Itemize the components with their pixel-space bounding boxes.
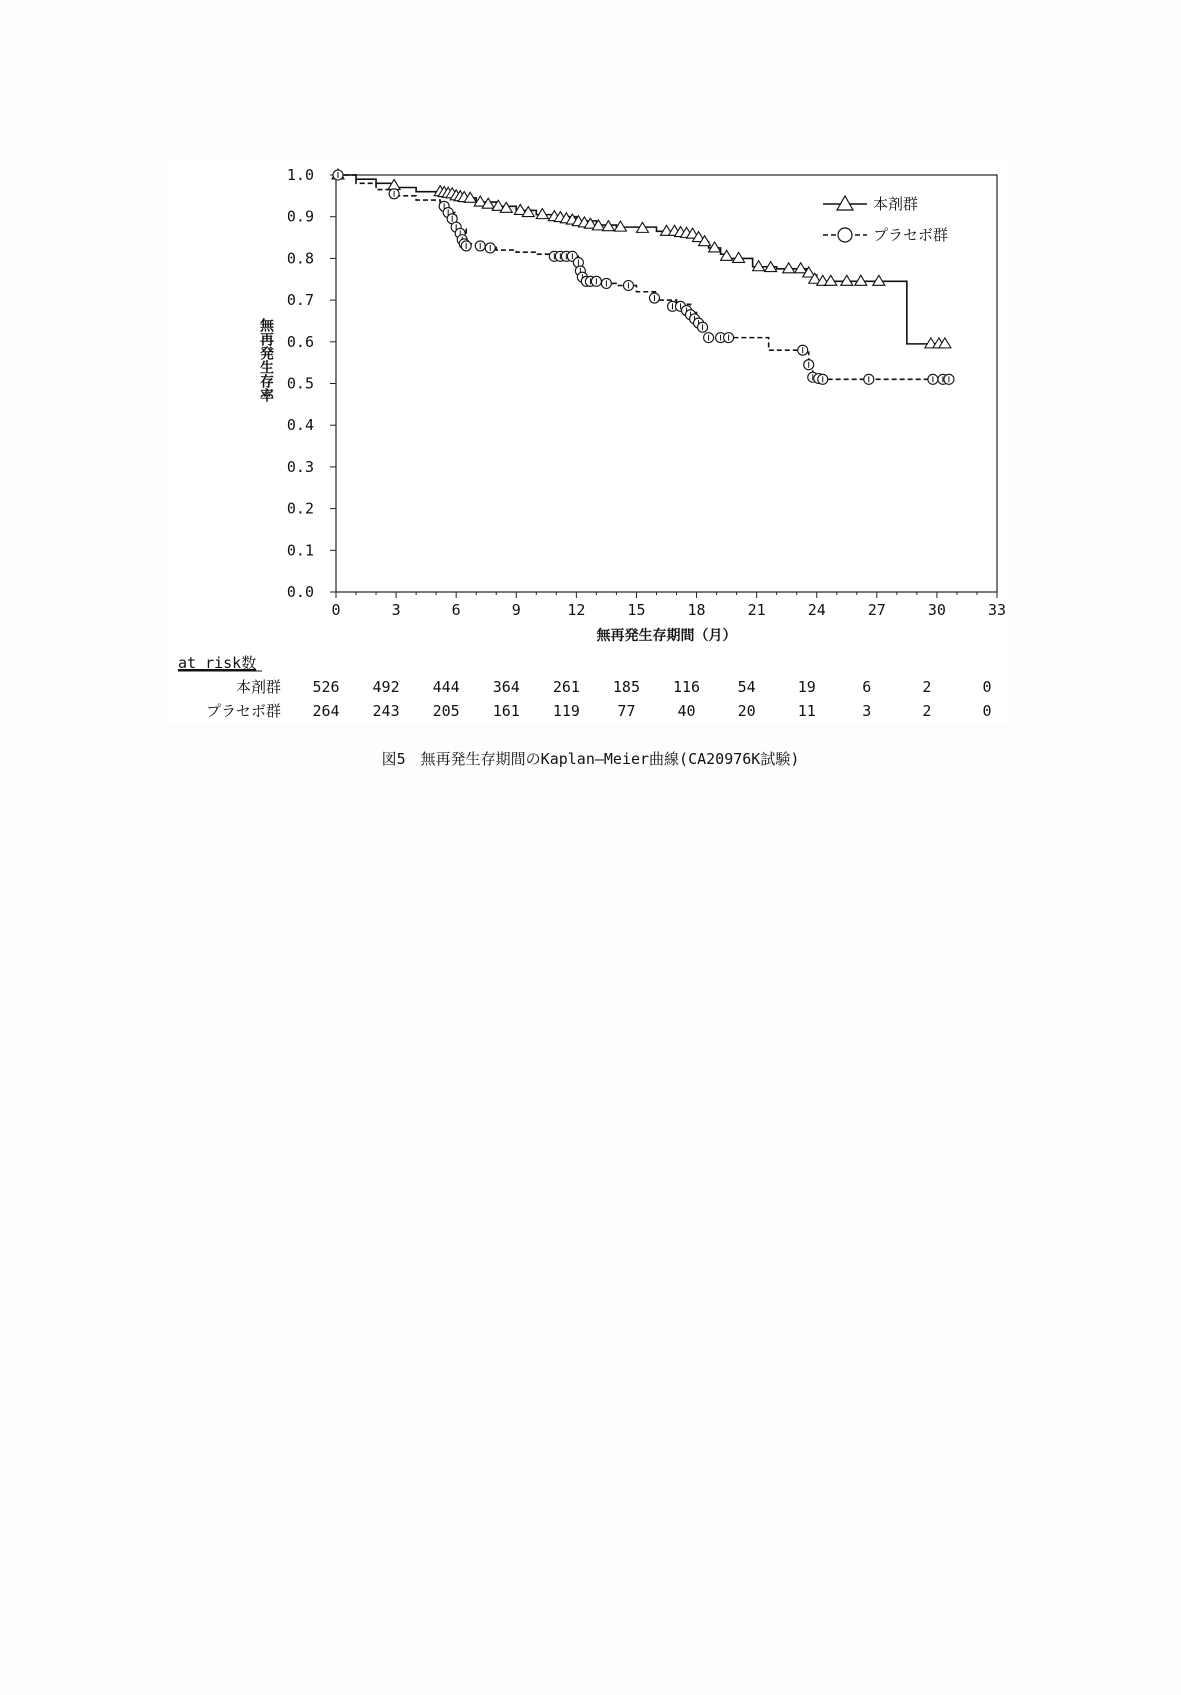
y-tick-label: 0.7 — [286, 291, 314, 310]
at-risk-value: 77 — [617, 702, 636, 720]
at-risk-value: 364 — [492, 678, 520, 696]
at-risk-value: 185 — [612, 678, 641, 696]
x-tick-label: 24 — [807, 601, 826, 619]
at-risk-value: 40 — [677, 702, 696, 720]
censor-mark-triangle — [721, 250, 733, 260]
at-risk-value: 264 — [312, 702, 340, 720]
x-tick-label: 30 — [927, 601, 946, 619]
censor-mark-triangle — [841, 275, 853, 285]
censor-mark-triangle — [388, 179, 400, 189]
x-tick-label: 27 — [867, 601, 886, 619]
y-tick-label: 0.4 — [286, 416, 314, 435]
at-risk-value: 20 — [737, 702, 756, 720]
at-risk-value: 116 — [672, 678, 701, 696]
censor-mark-triangle — [709, 242, 721, 252]
x-tick-label: 12 — [567, 601, 586, 619]
x-tick-label: 18 — [687, 601, 706, 619]
figure-caption: 図5 無再発生存期間のKaplan―Meier曲線(CA20976K試験) — [381, 750, 800, 768]
at-risk-value: 205 — [432, 702, 460, 720]
censor-mark-triangle — [753, 261, 765, 271]
at-risk-value: 444 — [432, 678, 460, 696]
legend-label-2: プラセボ群 — [873, 226, 949, 244]
at-risk-value: 2 — [922, 678, 932, 696]
km-chart — [168, 160, 1010, 725]
legend-marker-circle — [838, 228, 852, 242]
x-axis-title: 無再発生存期間（月） — [596, 628, 737, 644]
censor-mark-triangle — [795, 263, 807, 273]
x-tick-label: 6 — [451, 601, 461, 619]
y-tick-label: 0.8 — [286, 249, 314, 268]
y-tick-label: 0.1 — [286, 541, 314, 560]
at-risk-value: 6 — [862, 678, 872, 696]
y-tick-label: 0.0 — [286, 583, 314, 601]
x-tick-label: 15 — [627, 601, 646, 619]
y-tick-label: 1.0 — [286, 166, 314, 184]
at-risk-value: 0 — [982, 702, 992, 720]
censor-mark-triangle — [783, 263, 795, 273]
legend-label-1: 本剤群 — [873, 195, 919, 213]
at-risk-value: 161 — [492, 702, 520, 720]
y-tick-label: 0.9 — [286, 207, 314, 226]
x-tick-label: 3 — [391, 601, 401, 619]
y-axis-title: 無再発生存率 — [258, 318, 274, 402]
at-risk-value: 2 — [922, 702, 932, 720]
at-risk-value: 19 — [797, 678, 816, 696]
x-tick-label: 0 — [331, 601, 341, 619]
at-risk-value: 492 — [372, 678, 400, 696]
y-tick-label: 0.2 — [286, 499, 314, 518]
at-risk-value: 261 — [552, 678, 580, 696]
x-tick-label: 21 — [747, 601, 766, 619]
at-risk-value: 119 — [552, 702, 580, 720]
y-tick-label: 0.6 — [286, 332, 314, 351]
at-risk-row-label: 本剤群 — [235, 678, 281, 696]
censor-mark-triangle — [873, 275, 885, 285]
y-tick-label: 0.3 — [286, 457, 314, 476]
at-risk-value: 3 — [862, 702, 872, 720]
y-tick-label: 0.5 — [286, 374, 314, 393]
at-risk-value: 526 — [312, 678, 340, 696]
censor-mark-triangle — [855, 275, 867, 285]
censor-mark-triangle — [536, 209, 548, 219]
censor-mark-triangle — [825, 275, 837, 285]
figure-panel — [168, 160, 1010, 725]
at-risk-value: 54 — [737, 678, 756, 696]
legend-marker-triangle — [837, 196, 853, 210]
x-tick-label: 9 — [511, 601, 521, 619]
censor-mark-triangle — [733, 252, 745, 262]
at-risk-header: at risk数 — [178, 654, 257, 672]
at-risk-value: 11 — [797, 702, 816, 720]
x-tick-label: 33 — [987, 601, 1007, 619]
at-risk-row-label: プラセボ群 — [205, 702, 281, 720]
at-risk-value: 0 — [982, 678, 992, 696]
at-risk-value: 243 — [372, 702, 400, 720]
